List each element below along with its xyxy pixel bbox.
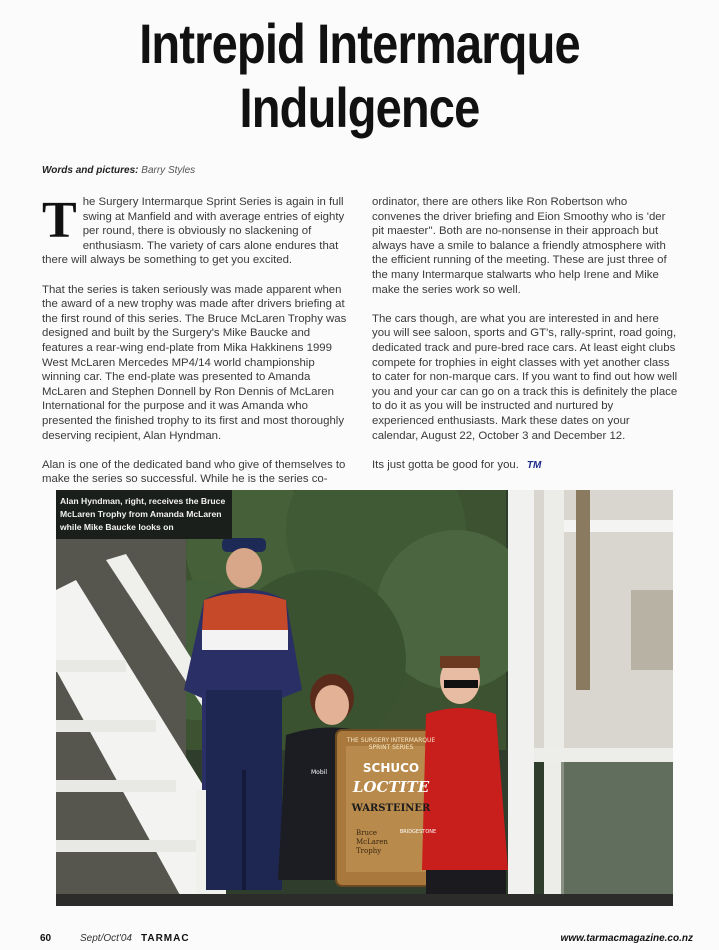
paragraph-1 <box>42 192 348 268</box>
jacket-badge: Mobil <box>311 769 327 776</box>
paragraph-3: Alan is one of the dedicated band who give of themselves to make the series so successful. While he is the series co- <box>42 458 346 486</box>
photo-illustration <box>56 490 673 906</box>
paragraph-2: That the series is taken seriously was made apparent when the award of a new trophy was made after drivers briefing at the first round of this series. The Bruce McLaren Trophy was designed and built by the Surgery's Mike Baucke and features a rear-wing end-plate from Mika Hakkinens 1999 West McLaren Mercedes MP4/14 world championship winning car. The end-plate was presented to Amanda McLaren and Stephen Donnell by Ron Dennis of McLaren International for the purpose and it was Amanda who presented the finished trophy to its first and most thoroughly deserving recipient, Alan Hyndman. <box>42 283 347 442</box>
page-number: 60 <box>40 933 52 944</box>
trophy-schuco: SCHUCO <box>362 761 420 775</box>
closing-line: Its just gotta be good for you. <box>372 458 519 471</box>
title-line-1: Intrepid Intermarque <box>139 12 580 75</box>
trophy-bruce: Bruce <box>356 829 378 837</box>
trophy-text-line1: THE SURGERY INTERMARQUE <box>346 737 436 744</box>
byline-author: Barry Styles <box>141 165 196 176</box>
trophy-bridgestone: BRIDGESTONE <box>399 829 437 835</box>
byline-label: Words and pictures: <box>42 165 139 176</box>
photo-caption: Alan Hyndman, right, receives the Bruce McLaren Trophy from Amanda McLaren while Mike Baucke looks on <box>56 490 232 539</box>
column-left <box>42 192 348 501</box>
magazine-name: TARMAC <box>141 933 190 944</box>
trophy-text-line2: SPRINT SERIES <box>368 744 414 751</box>
trophy-warsteiner: WARSTEINER <box>351 803 431 814</box>
issue-date: Sept/Oct'04 <box>80 933 132 944</box>
paragraph-4: ordinator, there are others like Ron Robertson who convenes the driver briefing and Eion Smoothy who is 'der pit maester''. Both are no-nonsense in their approach but always have a smile to balance a friendly atmosphere with the efficient running of the meeting. These are just three of the many Intermarque stalwarts who help Irene and Mike make the series work so well. <box>372 196 667 296</box>
trophy-loctite: LOCTITE <box>352 778 430 796</box>
title-line-2: Indulgence <box>239 76 480 139</box>
column-right <box>372 195 678 488</box>
paragraph-6 <box>372 458 678 474</box>
magazine-url[interactable]: www.tarmacmagazine.co.nz <box>560 933 693 944</box>
drop-cap: T <box>42 192 77 249</box>
trophy-trophy-word: Trophy <box>356 847 382 855</box>
byline <box>42 165 195 176</box>
paragraph-1-text: he Surgery Intermarque Sprint Series is again in full swing at Manfield and with average entries of eighty per round, there is obviously no slackening of enthusiasm. The variety of cars alone endures that there will always be something to get you excited. <box>42 196 345 267</box>
trophy-mclaren: McLaren <box>356 838 388 846</box>
trophy-photo <box>56 490 673 906</box>
paragraph-5: The cars though, are what you are interested in and here you will see saloon, sports and GT's, rally-sprint, road going, dedicated track and pure-bred race cars. At least eight clubs compete for trophies in eight classes with yet another class to cater for non-marque cars. If you want to find out how well you and your car can go on a track this is definitely the place to do it as you will be instructed and nurtured by experienced enthusiasts. Mark these dates on your calendar, August 22, October 3 and December 12. <box>372 312 678 442</box>
signature: TM <box>526 459 542 471</box>
article-title <box>58 12 662 140</box>
